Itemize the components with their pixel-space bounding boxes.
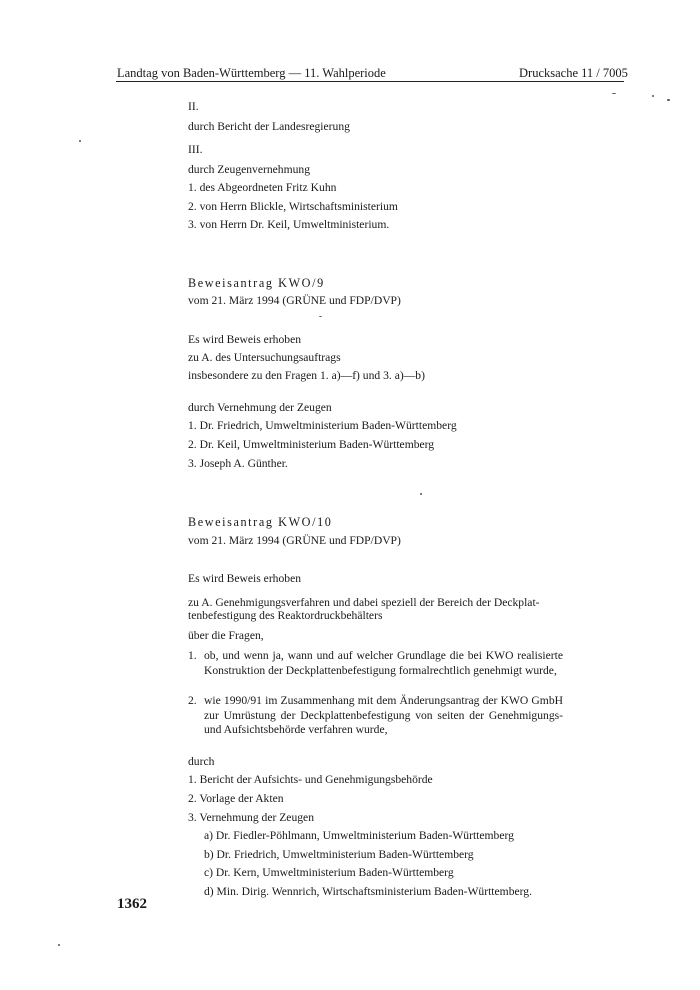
antrag9-durch: durch Vernehmung der Zeugen: [188, 401, 332, 414]
witness-item: a) Dr. Fiedler-Pöhlmann, Umweltministerium Baden-Württemberg: [204, 829, 514, 842]
antrag10-date: vom 21. März 1994 (GRÜNE und FDP/DVP): [188, 534, 401, 547]
header-right: Drucksache 11 / 7005: [519, 66, 628, 80]
witness-item: d) Min. Dirig. Wennrich, Wirtschaftsministerium Baden-Württemberg.: [204, 885, 532, 898]
page-number: 1362: [117, 896, 147, 912]
section-iii-label: III.: [188, 143, 203, 156]
section-ii-text: durch Bericht der Landesregierung: [188, 120, 350, 133]
antrag9-date: vom 21. März 1994 (GRÜNE und FDP/DVP): [188, 294, 401, 307]
antrag9-title: Beweisantrag KWO/9: [188, 276, 325, 290]
antrag10-zu-line1: zu A. Genehmigungsverfahren und dabei speziell der Bereich der Deckplat-: [188, 596, 540, 609]
scan-speck: [612, 93, 616, 94]
header-left: Landtag von Baden-Württemberg — 11. Wahlperiode: [117, 66, 386, 80]
question-number: 1.: [188, 649, 197, 662]
list-item: 1. des Abgeordneten Fritz Kuhn: [188, 181, 337, 194]
antrag10-intro: Es wird Beweis erhoben: [188, 572, 302, 585]
means-item: 1. Bericht der Aufsichts- und Genehmigungsbehörde: [188, 773, 433, 786]
question-text: wie 1990/91 im Zusammenhang mit dem Änderungsantrag der KWO GmbH zur Umrüstung der Deckplattenbefestigung von seiten der Genehmigungs- und Aufsichtsbehörde verfahren wurde,: [204, 694, 563, 737]
list-item: 2. von Herrn Blickle, Wirtschaftsministerium: [188, 200, 398, 213]
list-item: 3. von Herrn Dr. Keil, Umweltministerium.: [188, 218, 390, 231]
question-text: ob, und wenn ja, wann und auf welcher Grundlage die bei KWO realisierte Konstruktion der Deckplattenbefestigung formalrechtlich genehmigt wurde,: [204, 649, 563, 677]
witness-item: b) Dr. Friedrich, Umweltministerium Baden-Württemberg: [204, 848, 474, 861]
antrag10-fragen: über die Fragen,: [188, 629, 264, 642]
antrag9-line: insbesondere zu den Fragen 1. a)—f) und 3. a)—b): [188, 369, 425, 382]
antrag10-title: Beweisantrag KWO/10: [188, 515, 333, 529]
means-item: 3. Vernehmung der Zeugen: [188, 811, 314, 824]
means-item: 2. Vorlage der Akten: [188, 792, 284, 805]
witness-item: 1. Dr. Friedrich, Umweltministerium Baden-Württemberg: [188, 419, 457, 432]
section-ii-label: II.: [188, 100, 199, 113]
question-number: 2.: [188, 694, 197, 707]
antrag10-durch: durch: [188, 755, 215, 768]
scan-speck: [420, 493, 422, 495]
antrag9-line: Es wird Beweis erhoben: [188, 333, 302, 346]
antrag10-zu-line2: tenbefestigung des Reaktordruckbehälters: [188, 609, 383, 622]
witness-item: 3. Joseph A. Günther.: [188, 457, 288, 470]
scan-speck: [79, 140, 81, 142]
scan-speck: [58, 944, 60, 946]
witness-item: c) Dr. Kern, Umweltministerium Baden-Württemberg: [204, 866, 454, 879]
scan-speck: [652, 95, 654, 97]
witness-item: 2. Dr. Keil, Umweltministerium Baden-Württemberg: [188, 438, 435, 451]
scan-speck: [667, 99, 670, 101]
section-iii-text: durch Zeugenvernehmung: [188, 163, 311, 176]
scan-speck: [319, 316, 322, 317]
antrag9-line: zu A. des Untersuchungsauftrags: [188, 351, 341, 364]
header-rule: [116, 81, 624, 82]
